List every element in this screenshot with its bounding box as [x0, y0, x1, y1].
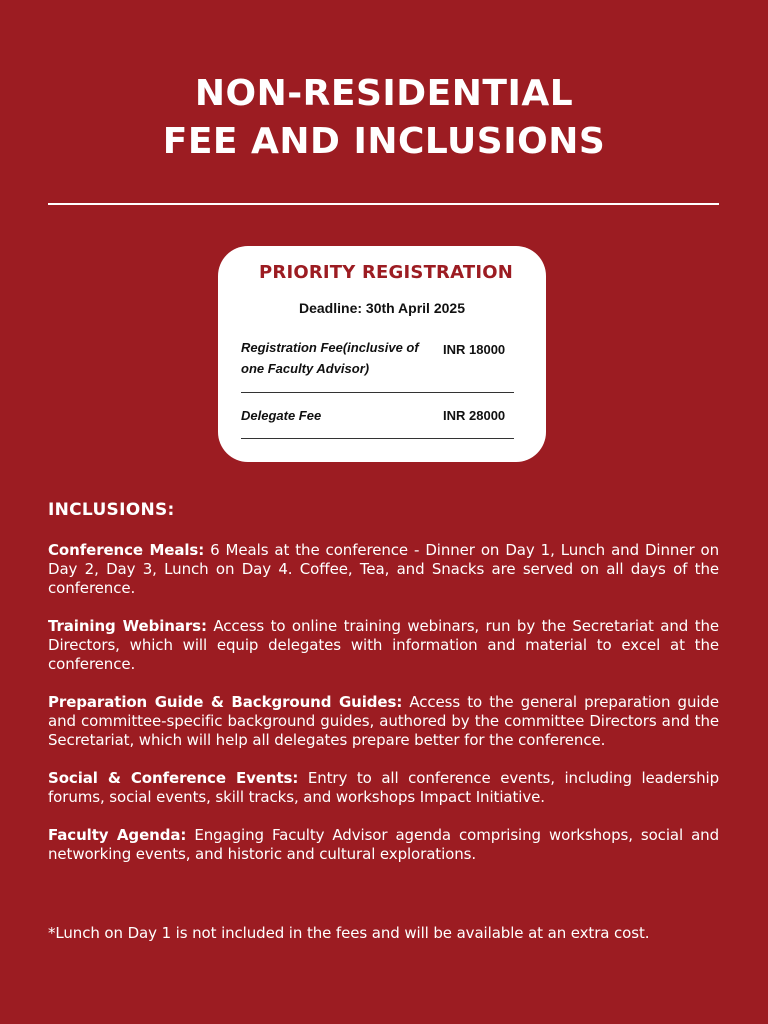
inclusion-social-events	[48, 769, 719, 807]
inclusion-text: Access to the general preparation guide and committee-specific background guides, authored by the committee Directors and the Secretariat, which will help all delegates prepare better for the conference.	[48, 693, 719, 749]
page-title-line-2: FEE AND INCLUSIONS	[162, 121, 606, 162]
inclusion-title: Conference Meals:	[48, 541, 205, 559]
card-title: PRIORITY REGISTRATION	[259, 262, 513, 283]
title-divider	[48, 203, 719, 205]
registration-fee-label	[241, 337, 426, 379]
inclusion-faculty-agenda	[48, 826, 719, 864]
inclusions-list	[48, 541, 719, 883]
page-title	[0, 70, 768, 166]
inclusion-title: Training Webinars:	[48, 617, 207, 635]
inclusion-title: Preparation Guide & Background Guides:	[48, 693, 403, 711]
inclusion-text: 6 Meals at the conference - Dinner on Day 1, Lunch and Dinner on Day 2, Day 3, Lunch on Day 4. Coffee, Tea, and Snacks are served on all days of the conference.	[48, 541, 719, 597]
inclusion-text: Engaging Faculty Advisor agenda comprising workshops, social and networking events, and historic and cultural explorations.	[48, 826, 720, 863]
inclusion-title: Social & Conference Events:	[48, 769, 299, 787]
inclusion-text: Access to online training webinars, run by the Secretariat and the Directors, which will equip delegates with information and material to excel at the conference.	[48, 617, 720, 673]
lunch-footnote: *Lunch on Day 1 is not included in the fees and will be available at an extra cost.	[48, 924, 650, 942]
inclusion-training-webinars	[48, 617, 719, 674]
inclusions-heading: INCLUSIONS:	[48, 500, 175, 520]
registration-fee-value: INR 18000	[443, 342, 506, 357]
registration-fee-label-line-1: Registration Fee(inclusive of	[241, 340, 419, 355]
inclusion-preparation-guides	[48, 693, 719, 750]
page-title-line-1: NON-RESIDENTIAL	[194, 73, 574, 114]
fee-row-divider	[241, 392, 514, 393]
registration-deadline: Deadline: 30th April 2025	[299, 300, 465, 316]
delegate-fee-label: Delegate Fee	[241, 408, 322, 423]
inclusion-conference-meals	[48, 541, 719, 598]
inclusion-title: Faculty Agenda:	[48, 826, 187, 844]
fee-row-divider-bottom	[241, 438, 514, 439]
inclusion-text: Entry to all conference events, including leadership forums, social events, skill tracks, and workshops Impact Initiative.	[48, 769, 719, 806]
registration-fee-label-line-2: one Faculty Advisor)	[241, 361, 370, 376]
delegate-fee-value: INR 28000	[443, 408, 506, 423]
